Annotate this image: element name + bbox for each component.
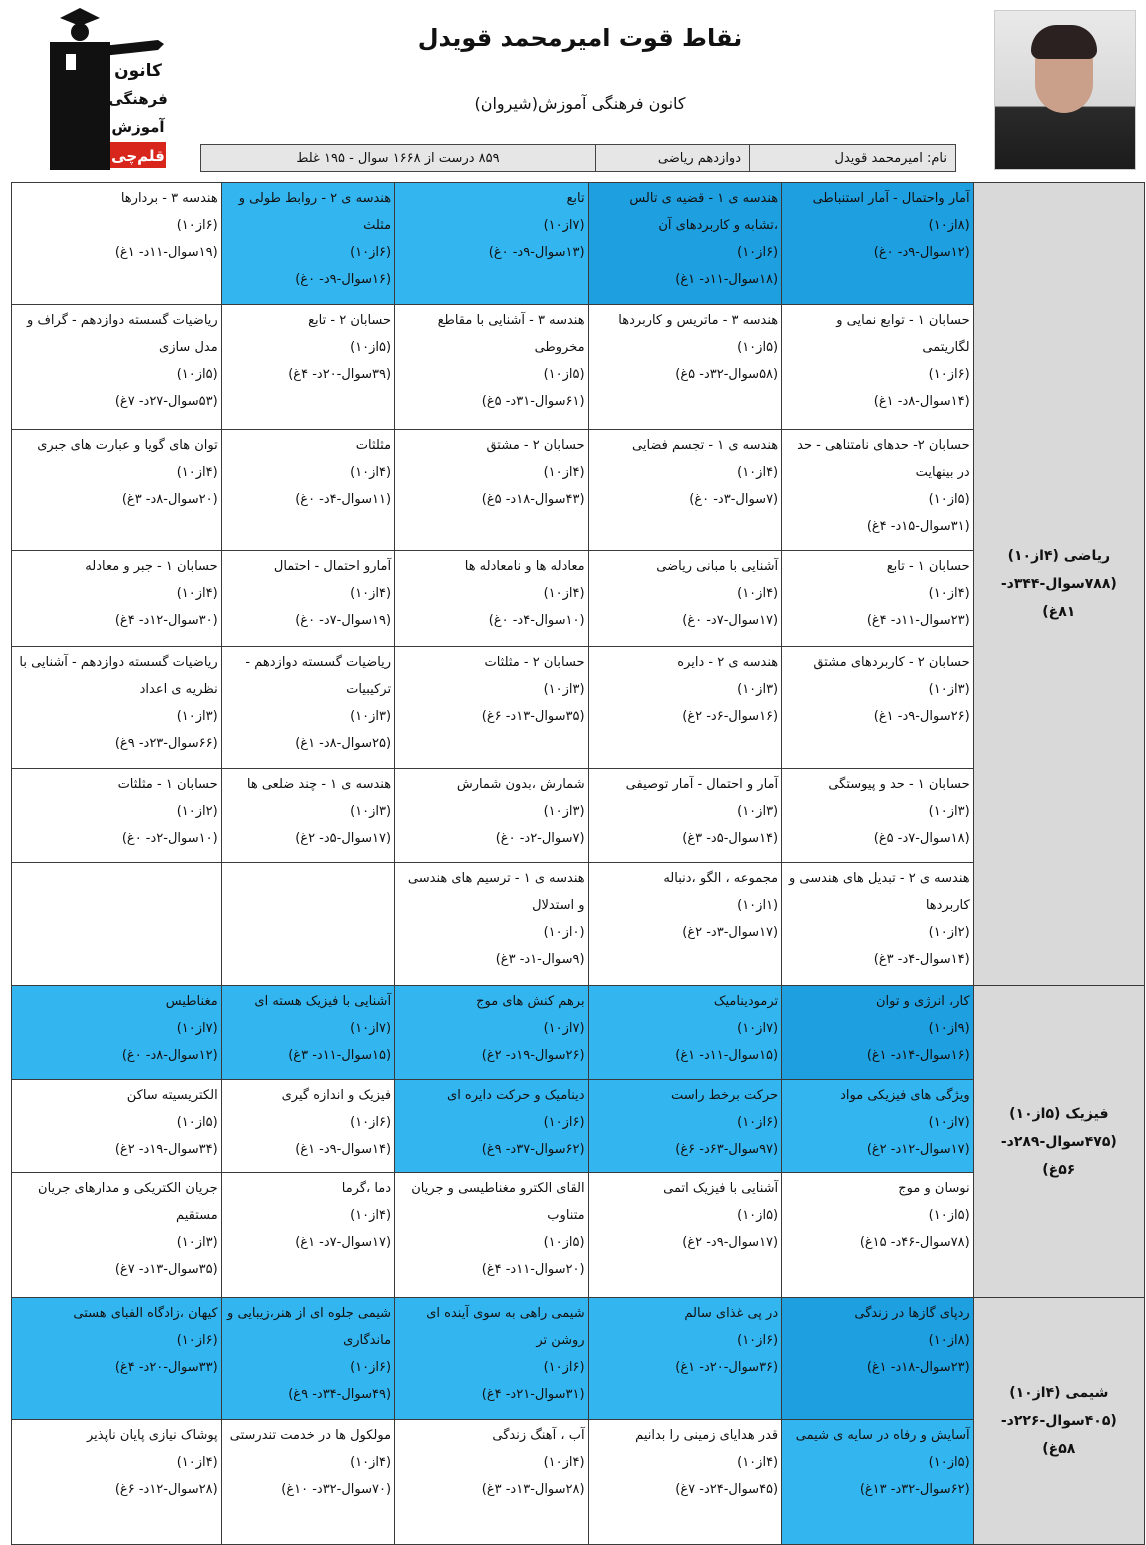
topic-title: حسابان ۱ - توابع نمایی و لگاریتمی (836, 313, 970, 355)
topic-title: حسابان ۱ - جبر و معادله (85, 559, 218, 574)
topic-score: (۵از۱۰) (350, 340, 392, 355)
topic-cell (395, 1298, 589, 1420)
topic-score: (۳از۱۰) (928, 682, 970, 697)
topic-score: (۷از۱۰) (176, 1021, 218, 1036)
topic-detail: (۲۶سوال-۱۹د- ۲غ) (481, 1048, 585, 1063)
topic-title: برهم کنش های موج (476, 994, 585, 1009)
topic-title: آمار و احتمال - آمار توصیفی (625, 777, 779, 792)
topic-score: (۴از۱۰) (350, 1455, 392, 1470)
topic-cell (221, 863, 394, 986)
topic-cell (588, 1173, 782, 1298)
topic-score: (۶از۱۰) (350, 1115, 392, 1130)
topic-detail: (۲۳سوال-۱۱د- ۴غ) (866, 613, 970, 628)
topic-cell (588, 305, 782, 430)
topic-cell (395, 986, 589, 1080)
topic-cell (395, 305, 589, 430)
topic-detail: (۷سوال-۲د- ۰غ) (495, 831, 585, 846)
topic-title: در پی غذای سالم (684, 1306, 779, 1321)
topic-score: (۶از۱۰) (176, 218, 218, 233)
topic-cell (782, 1420, 974, 1545)
topic-detail: (۱۲سوال-۸د- ۰غ) (121, 1048, 218, 1063)
topic-detail: (۴۹سوال-۳۴د- ۹غ) (288, 1387, 392, 1402)
topic-title: مثلثات (355, 438, 392, 453)
subject-cell (973, 183, 1144, 986)
logo-body-icon (50, 42, 110, 170)
topic-score: (۵از۱۰) (176, 367, 218, 382)
topic-score: (۴از۱۰) (543, 586, 585, 601)
topic-cell (221, 1080, 394, 1173)
topic-score: (۵از۱۰) (928, 1208, 970, 1223)
topic-title: حسابان ۲ - مثلثات (484, 655, 585, 670)
topic-title: آشنایی با مبانی ریاضی (656, 559, 779, 574)
topic-cell (221, 769, 394, 863)
topic-detail: (۲۶سوال-۹د- ۱غ) (873, 709, 970, 724)
photo-hair (1031, 25, 1097, 59)
topic-detail: (۱۹سوال-۱۱د- ۱غ) (114, 245, 218, 260)
topic-cell (588, 183, 782, 305)
topic-score: (۳از۱۰) (928, 804, 970, 819)
topic-cell (221, 1298, 394, 1420)
topic-cell (221, 430, 394, 551)
topic-title: کار، انرژی و توان (875, 994, 970, 1009)
topic-score: (۴از۱۰) (350, 465, 392, 480)
topic-detail: (۱۶سوال-۶د- ۲غ) (682, 709, 779, 724)
topic-title: آمارو احتمال - احتمال (273, 559, 392, 574)
topic-cell (395, 1420, 589, 1545)
page-subtitle: کانون فرهنگی آموزش(شیروان) (474, 94, 686, 113)
topic-score: (۴از۱۰) (543, 465, 585, 480)
topic-score: (۶از۱۰) (737, 245, 779, 260)
topic-title: هندسه ۳ - ماتریس و کاربردها (618, 313, 779, 328)
topic-cell (12, 863, 222, 986)
topic-detail: (۲۰سوال-۸د- ۳غ) (121, 492, 218, 507)
topic-cell (12, 1173, 222, 1298)
topic-detail: (۳۵سوال-۱۳د- ۷غ) (114, 1262, 218, 1277)
topic-detail: (۱۷سوال-۵د- ۲غ) (295, 831, 392, 846)
topic-title: آشنایی با فیزیک اتمی (663, 1181, 779, 1196)
topic-title: هندسه ی ۱ - تجسم فضایی (631, 438, 779, 453)
topic-cell (221, 551, 394, 647)
table-row (12, 986, 1145, 1080)
logo-line: آموزش (111, 118, 165, 136)
topic-title: پوشاک نیازی پایان ناپذیر (86, 1428, 218, 1443)
topic-title: ردپای گازها در زندگی (854, 1306, 970, 1321)
topic-cell (12, 430, 222, 551)
topic-title: مغناطیس (165, 994, 218, 1009)
topic-cell (12, 986, 222, 1080)
logo-line: کانون (114, 61, 162, 81)
topic-score: (۳از۱۰) (737, 804, 779, 819)
logo-line: فرهنگی (108, 90, 168, 108)
topic-score: (۴از۱۰) (350, 586, 392, 601)
topic-title: هندسه ی ۲ - تبدیل های هندسی و کاربردها (788, 871, 970, 913)
topic-cell (12, 769, 222, 863)
topic-title: تابع (566, 191, 585, 206)
topic-detail: (۵۳سوال-۲۷د- ۷غ) (114, 394, 218, 409)
topic-score: (۶از۱۰) (543, 1360, 585, 1375)
student-name: نام: امیرمحمد قویدل (749, 145, 955, 171)
topic-detail: (۱۴سوال-۸د- ۱غ) (873, 394, 970, 409)
subject-stats2: ۵۶غ) (1042, 1161, 1076, 1178)
topic-score: (۴از۱۰) (928, 586, 970, 601)
topic-title: ریاضیات گسسته دوازدهم - ترکیبیات (245, 655, 392, 697)
strengths-table (11, 182, 1145, 1545)
topic-detail: (۲۳سوال-۱۸د- ۱غ) (866, 1360, 970, 1375)
topic-title: هندسه ۳ - بردارها (120, 191, 218, 206)
subject-stats: (۴۰۵سوال-۲۲۶د- (1000, 1413, 1117, 1429)
student-grade: دوازدهم ریاضی (595, 145, 749, 171)
topic-title: هندسه ی ۲ - روابط طولی و مثلث (238, 191, 392, 233)
topic-score: (۷از۱۰) (350, 1021, 392, 1036)
topic-detail: (۱۸سوال-۷د- ۵غ) (873, 831, 970, 846)
topic-detail: (۳۴سوال-۱۹د- ۲غ) (114, 1142, 218, 1157)
topic-cell (221, 305, 394, 430)
topic-score: (۵از۱۰) (737, 340, 779, 355)
topic-cell (588, 430, 782, 551)
topic-detail: (۹سوال-۱د- ۳غ) (495, 952, 585, 967)
topic-score: (۱از۱۰) (737, 898, 779, 913)
topic-detail: (۱۸سوال-۱۱د- ۱غ) (675, 272, 779, 287)
topic-cell (588, 769, 782, 863)
topic-title: حسابان ۲- حدهای نامتناهی - حد در بینهایت (797, 438, 970, 480)
topic-score: (۴از۱۰) (176, 1455, 218, 1470)
topic-detail: (۱۲سوال-۹د- ۰غ) (873, 245, 970, 260)
topic-score: (۵از۱۰) (737, 1208, 779, 1223)
topic-score: (۶از۱۰) (543, 1115, 585, 1130)
topic-title: جریان الکتریکی و مدارهای جریان مستقیم (38, 1181, 218, 1223)
topic-score: (۴از۱۰) (176, 586, 218, 601)
topic-score: (۴از۱۰) (737, 586, 779, 601)
topic-cell (782, 863, 974, 986)
topic-score: (۷از۱۰) (543, 1021, 585, 1036)
topic-detail: (۶۲سوال-۳۷د- ۹غ) (481, 1142, 585, 1157)
topic-cell (782, 1080, 974, 1173)
topic-score: (۵از۱۰) (928, 1455, 970, 1470)
topic-title: حسابان ۲ - مشتق (486, 438, 585, 453)
topic-score: (۵از۱۰) (543, 1235, 585, 1250)
topic-cell (395, 1080, 589, 1173)
topic-cell (782, 986, 974, 1080)
subject-stats2: ۸۱غ) (1042, 604, 1076, 620)
topic-detail: (۱۵سوال-۱۱د- ۱غ) (675, 1048, 779, 1063)
topic-score: (۴از۱۰) (737, 465, 779, 480)
topic-title: شمارش ،بدون شمارش (456, 777, 585, 792)
topic-title: حسابان ۲ - کاربردهای مشتق (813, 655, 970, 670)
topic-title: مولکول ها در خدمت تندرستی (229, 1428, 392, 1443)
topic-cell (588, 986, 782, 1080)
topic-cell (588, 647, 782, 769)
topic-detail: (۳۱سوال-۱۵د- ۴غ) (866, 519, 970, 534)
topic-title: ویژگی های فیزیکی مواد (840, 1088, 970, 1103)
subject-stats: (۴۷۵سوال-۲۸۹د- (1000, 1133, 1117, 1150)
subject-name: فیزیک (۵از۱۰) (1009, 1105, 1109, 1122)
topic-title: کیهان ،زادگاه الفبای هستی (73, 1306, 218, 1321)
topic-detail: (۳۵سوال-۱۳د- ۶غ) (481, 709, 585, 724)
topic-score: (۲از۱۰) (928, 925, 970, 940)
topic-title: الکتریسیته ساکن (126, 1088, 218, 1103)
subject-name: شیمی (۴از۱۰) (1009, 1385, 1109, 1401)
topic-cell (782, 183, 974, 305)
topic-title: هندسه ی ۱ - ترسیم های هندسی و استدلال (407, 871, 585, 913)
topic-score: (۵از۱۰) (543, 367, 585, 382)
topic-score: (۶از۱۰) (928, 367, 970, 382)
topic-cell (221, 183, 394, 305)
topic-detail: (۱۶سوال-۹د- ۰غ) (295, 272, 392, 287)
topic-cell (588, 1420, 782, 1545)
topic-cell (221, 1420, 394, 1545)
topic-title: حرکت برخط راست (670, 1088, 779, 1103)
topic-detail: (۱۴سوال-۹د- ۱غ) (295, 1142, 392, 1157)
topic-detail: (۷سوال-۳د- ۰غ) (689, 492, 779, 507)
subject-cell (973, 1298, 1144, 1545)
topic-detail: (۲۸سوال-۱۲د- ۶غ) (114, 1482, 218, 1497)
topic-title: فیزیک و اندازه گیری (281, 1088, 392, 1103)
topic-title: حسابان ۱ - مثلثات (117, 777, 218, 792)
topic-detail: (۱۷سوال-۱۲د- ۲غ) (866, 1142, 970, 1157)
report-header (0, 0, 1146, 182)
topic-score: (۳از۱۰) (543, 804, 585, 819)
table-row (12, 183, 1145, 305)
topic-cell (221, 986, 394, 1080)
topic-cell (782, 1173, 974, 1298)
topic-detail: (۲۸سوال-۱۳د- ۳غ) (481, 1482, 585, 1497)
topic-detail: (۱۷سوال-۷د- ۱غ) (295, 1235, 392, 1250)
topic-title: القای الکترو مغناطیسی و جریان متناوب (411, 1181, 585, 1223)
topic-title: ترمودینامیک (713, 994, 779, 1009)
topic-detail: (۳۳سوال-۲۰د- ۴غ) (114, 1360, 218, 1375)
topic-score: (۴از۱۰) (737, 1455, 779, 1470)
topic-detail: (۲۵سوال-۸د- ۱غ) (295, 736, 392, 751)
topic-detail: (۲۰سوال-۱۱د- ۴غ) (481, 1262, 585, 1277)
topic-title: معادله ها و نامعادله ها (464, 559, 585, 574)
topic-score: (۶از۱۰) (737, 1333, 779, 1348)
topic-score: (۵از۱۰) (928, 492, 970, 507)
logo-head-icon (71, 23, 89, 41)
topic-cell (395, 769, 589, 863)
topic-title: شیمی راهی به سوی آینده ای روشن تر (426, 1306, 585, 1348)
topic-cell (12, 1420, 222, 1545)
topic-title: حسابان ۱ - حد و پیوستگی (828, 777, 970, 792)
topic-detail: (۱۴سوال-۴د- ۳غ) (873, 952, 970, 967)
subject-cell (973, 986, 1144, 1298)
topic-detail: (۳۰سوال-۱۲د- ۴غ) (114, 613, 218, 628)
topic-score: (۳از۱۰) (737, 682, 779, 697)
topic-cell (395, 863, 589, 986)
topic-detail: (۵۸سوال-۳۲د- ۵غ) (675, 367, 779, 382)
topic-detail: (۶۱سوال-۳۱د- ۵غ) (481, 394, 585, 409)
topic-score: (۴از۱۰) (176, 465, 218, 480)
topic-score: (۲از۱۰) (176, 804, 218, 819)
topic-cell (782, 430, 974, 551)
topic-title: مجموعه ، الگو ،دنباله (663, 871, 779, 886)
topic-detail: (۱۰سوال-۴د- ۰غ) (488, 613, 585, 628)
topic-cell (395, 430, 589, 551)
topic-cell (12, 1080, 222, 1173)
topic-cell (782, 305, 974, 430)
topic-detail: (۶۲سوال-۳۲د- ۱۳غ) (859, 1482, 970, 1497)
topic-cell (782, 647, 974, 769)
topic-cell (12, 1298, 222, 1420)
topic-cell (782, 1298, 974, 1420)
topic-title: دما ،گرما (341, 1181, 392, 1196)
topic-cell (395, 183, 589, 305)
topic-detail: (۱۹سوال-۷د- ۰غ) (295, 613, 392, 628)
topic-score: (۷از۱۰) (737, 1021, 779, 1036)
topic-cell (12, 551, 222, 647)
topic-cell (12, 647, 222, 769)
topic-score: (۳از۱۰) (176, 709, 218, 724)
topic-title: توان های گویا و عبارت های جبری (37, 438, 218, 453)
subject-stats2: ۵۸غ) (1042, 1441, 1076, 1457)
topic-title: دینامیک و حرکت دایره ای (447, 1088, 585, 1103)
topic-detail: (۱۰سوال-۲د- ۰غ) (121, 831, 218, 846)
ghalamchi-logo (46, 6, 168, 174)
topic-detail: (۴۳سوال-۱۸د- ۵غ) (481, 492, 585, 507)
topic-title: قدر هدایای زمینی را بدانیم (635, 1428, 779, 1443)
topic-score: (۶از۱۰) (350, 1360, 392, 1375)
topic-title: ریاضیات گسسته دوازدهم - آشنایی با نظریه ی اعداد (19, 655, 218, 697)
topic-score: (۵از۱۰) (176, 1115, 218, 1130)
subject-name: ریاضی (۴از۱۰) (1007, 548, 1111, 564)
topic-cell (12, 183, 222, 305)
topic-score: (۳از۱۰) (543, 682, 585, 697)
topic-cell (782, 551, 974, 647)
topic-title: هندسه ی ۲ - دایره (677, 655, 779, 670)
topic-score: (۸از۱۰) (928, 1333, 970, 1348)
topic-cell (588, 1298, 782, 1420)
topic-cell (588, 551, 782, 647)
topic-detail: (۷۸سوال-۴۶د- ۱۵غ) (859, 1235, 970, 1250)
topic-cell (588, 1080, 782, 1173)
topic-detail: (۱۱سوال-۴د- ۰غ) (295, 492, 392, 507)
topic-title: هندسه ی ۱ - قضیه ی تالس ،تشابه و کاربردهای آن (629, 191, 779, 233)
topic-cell (588, 863, 782, 986)
topic-detail: (۱۷سوال-۹د- ۲غ) (682, 1235, 779, 1250)
topic-detail: (۱۷سوال-۳د- ۲غ) (682, 925, 779, 940)
topic-title: آمار واحتمال - آمار استنباطی (812, 191, 970, 206)
topic-score: (۳از۱۰) (176, 1235, 218, 1250)
topic-score: (۶از۱۰) (176, 1333, 218, 1348)
topic-score: (۰از۱۰) (543, 925, 585, 940)
table-row (12, 1298, 1145, 1420)
topic-detail: (۳۶سوال-۲۰د- ۱غ) (675, 1360, 779, 1375)
topic-detail: (۳۹سوال-۲۰د- ۴غ) (288, 367, 392, 382)
topic-title: ریاضیات گسسته دوازدهم - گراف و مدل سازی (27, 313, 218, 355)
topic-detail: (۱۴سوال-۵د- ۳غ) (682, 831, 779, 846)
student-info-bar (200, 144, 956, 172)
topic-detail: (۳۱سوال-۲۱د- ۴غ) (481, 1387, 585, 1402)
topic-score: (۷از۱۰) (543, 218, 585, 233)
subject-stats: (۷۸۸سوال-۳۴۴د- (1000, 576, 1117, 592)
topic-detail: (۹۷سوال-۶۳د- ۶غ) (675, 1142, 779, 1157)
topic-detail: (۴۵سوال-۲۴د- ۷غ) (675, 1482, 779, 1497)
score-summary: ۸۵۹ درست از ۱۶۶۸ سوال - ۱۹۵ غلط (296, 150, 500, 166)
logo-line: قلم‌چی (111, 147, 165, 165)
topic-cell (395, 647, 589, 769)
topic-score: (۷از۱۰) (928, 1115, 970, 1130)
topic-score: (۴از۱۰) (350, 1208, 392, 1223)
topic-detail: (۱۷سوال-۷د- ۰غ) (682, 613, 779, 628)
topic-score: (۳از۱۰) (350, 709, 392, 724)
topic-title: حسابان ۲ - تابع (308, 313, 392, 328)
topic-title: حسابان ۱ - تابع (886, 559, 970, 574)
topic-title: شیمی جلوه ای از هنر،زیبایی و ماندگاری (227, 1306, 392, 1348)
topic-detail: (۷۰سوال-۳۲د- ۱۰غ) (281, 1482, 392, 1497)
topic-cell (12, 305, 222, 430)
topic-cell (221, 1173, 394, 1298)
topic-score: (۶از۱۰) (737, 1115, 779, 1130)
topic-title: آشنایی با فیزیک هسته ای (254, 994, 392, 1009)
topic-score: (۴از۱۰) (543, 1455, 585, 1470)
student-photo (994, 10, 1136, 170)
page-title: نقاط قوت امیرمحمد قویدل (417, 24, 743, 52)
topic-score: (۳از۱۰) (350, 804, 392, 819)
topic-cell (395, 1173, 589, 1298)
logo-pointer-icon (102, 40, 164, 56)
topic-cell (221, 647, 394, 769)
topic-score: (۹از۱۰) (928, 1021, 970, 1036)
topic-score: (۶از۱۰) (350, 245, 392, 260)
topic-title: هندسه ی ۱ - چند ضلعی ها (246, 777, 392, 792)
topic-detail: (۱۳سوال-۹د- ۰غ) (488, 245, 585, 260)
topic-detail: (۱۶سوال-۱۴د- ۱غ) (866, 1048, 970, 1063)
topic-title: آب ، آهنگ زندگی (492, 1428, 585, 1443)
topic-score: (۸از۱۰) (928, 218, 970, 233)
topic-cell (395, 551, 589, 647)
topic-cell (782, 769, 974, 863)
topic-detail: (۶۶سوال-۲۳د- ۹غ) (114, 736, 218, 751)
topic-title: آسایش و رفاه در سایه ی شیمی (795, 1428, 970, 1443)
topic-title: نوسان و موج (898, 1181, 970, 1196)
topic-detail: (۱۵سوال-۱۱د- ۳غ) (288, 1048, 392, 1063)
topic-title: هندسه ۳ - آشنایی با مقاطع مخروطی (437, 313, 585, 355)
